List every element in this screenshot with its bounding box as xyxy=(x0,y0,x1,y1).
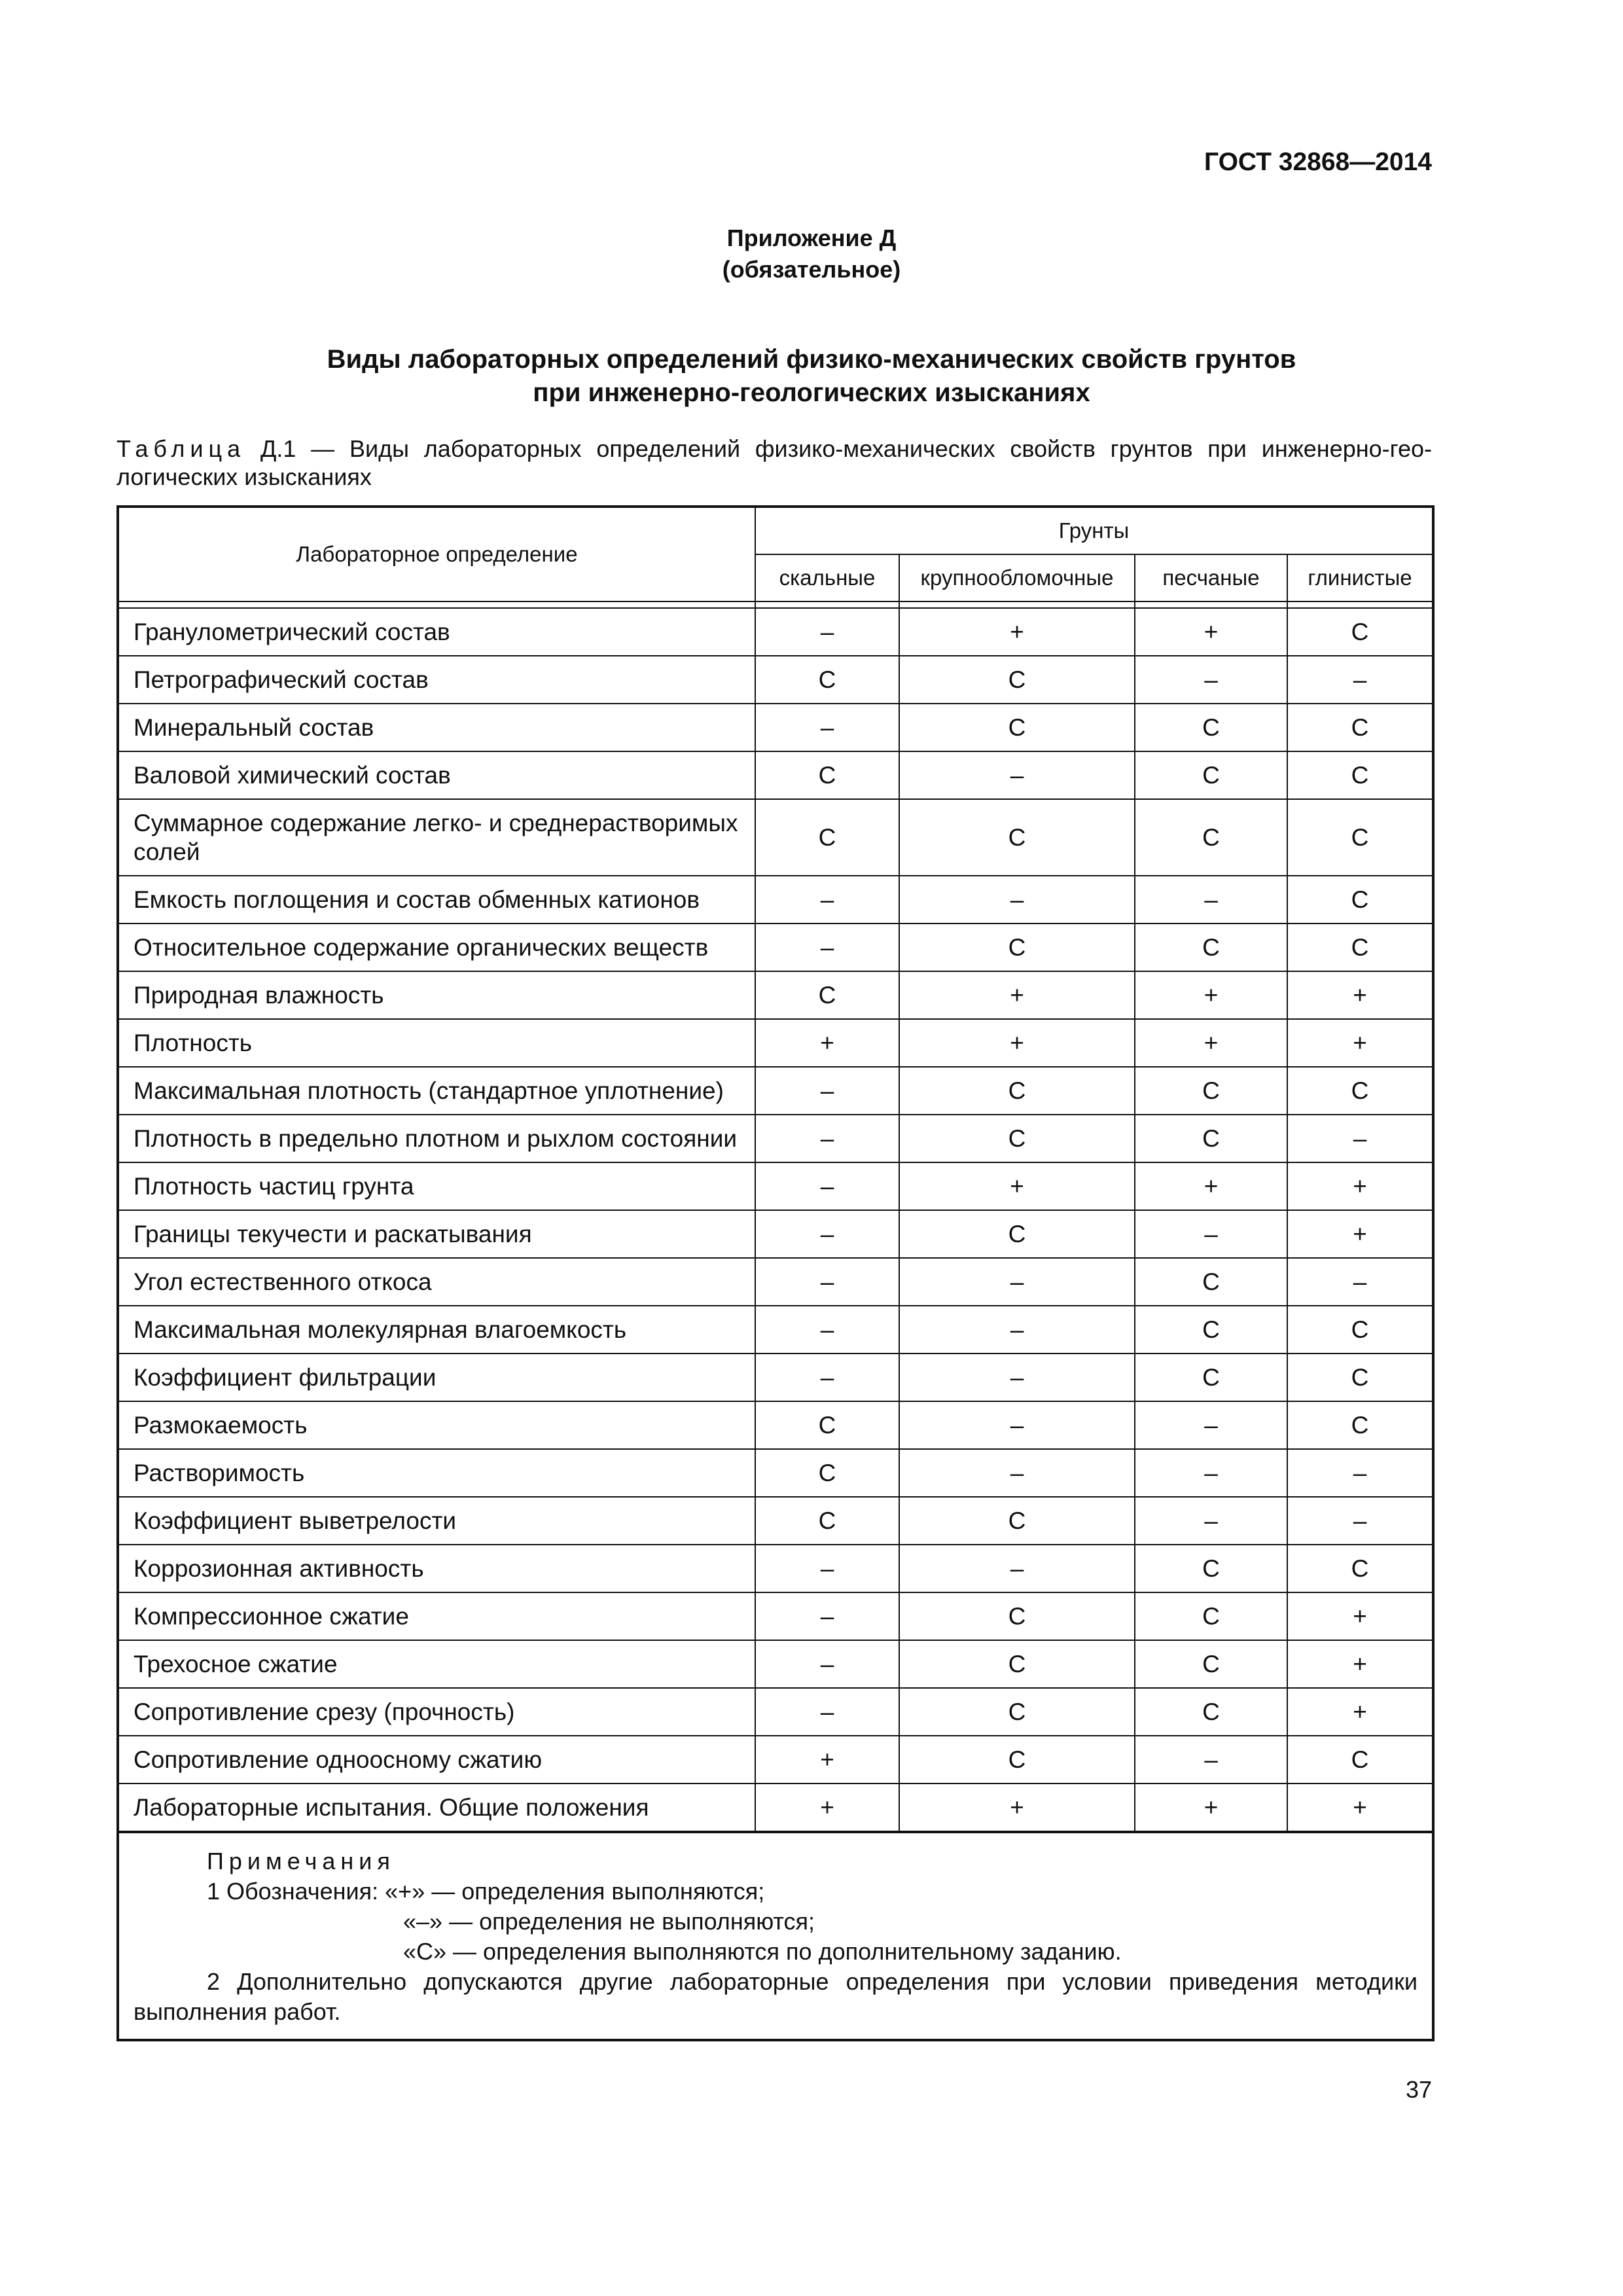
table-row xyxy=(118,704,1433,751)
row-determination-name: Плотность в предельно плотном и рыхлом состоянии xyxy=(118,1115,755,1162)
cell-sandy: С xyxy=(1135,1258,1287,1306)
cell-rocky: – xyxy=(755,1162,899,1210)
annex-label: Приложение Д xyxy=(726,224,897,251)
cell-clay: С xyxy=(1287,1354,1433,1401)
cell-coarse: + xyxy=(899,1019,1135,1067)
table-row xyxy=(118,876,1433,924)
cell-rocky: С xyxy=(755,1401,899,1449)
cell-sandy: – xyxy=(1135,1497,1287,1545)
cell-coarse: + xyxy=(899,971,1135,1019)
cell-coarse: С xyxy=(899,1115,1135,1162)
row-determination-name: Минеральный состав xyxy=(118,704,755,751)
table-row xyxy=(118,1592,1433,1640)
cell-coarse: – xyxy=(899,876,1135,924)
row-determination-name: Максимальная молекулярная влагоемкость xyxy=(118,1306,755,1354)
cell-clay: С xyxy=(1287,876,1433,924)
row-determination-name: Гранулометрический состав xyxy=(118,608,755,656)
row-determination-name: Максимальная плотность (стандартное уплотнение) xyxy=(118,1067,755,1115)
cell-sandy: – xyxy=(1135,1401,1287,1449)
cell-rocky: – xyxy=(755,1354,899,1401)
header-separator xyxy=(118,601,1433,608)
cell-sandy: + xyxy=(1135,1162,1287,1210)
cell-coarse: – xyxy=(899,751,1135,799)
cell-clay: + xyxy=(1287,1162,1433,1210)
note-1-line-1: 1 Обозначения: «+» — определения выполняются; xyxy=(207,1878,765,1905)
cell-clay: – xyxy=(1287,1449,1433,1497)
table-row xyxy=(118,656,1433,704)
notes-heading: Примечания xyxy=(207,1848,395,1874)
row-determination-name: Трехосное сжатие xyxy=(118,1640,755,1688)
row-determination-name: Петрографический состав xyxy=(118,656,755,704)
cell-sandy: С xyxy=(1135,1592,1287,1640)
table-row xyxy=(118,1449,1433,1497)
table-row xyxy=(118,608,1433,656)
cell-sandy: – xyxy=(1135,876,1287,924)
header-col-sandy: песчаные xyxy=(1135,554,1287,601)
cell-rocky: + xyxy=(755,1736,899,1784)
cell-rocky: – xyxy=(755,1545,899,1592)
cell-sandy: С xyxy=(1135,924,1287,971)
cell-coarse: – xyxy=(899,1354,1135,1401)
cell-clay: С xyxy=(1287,1306,1433,1354)
caption-text: Д.1 — Виды лабораторных определений физико-механических свойств грунтов при инженерно-гео-логических изысканиях xyxy=(116,435,1432,490)
row-determination-name: Сопротивление срезу (прочность) xyxy=(118,1688,755,1736)
table-row xyxy=(118,1401,1433,1449)
cell-coarse: + xyxy=(899,608,1135,656)
cell-clay: С xyxy=(1287,1067,1433,1115)
cell-coarse: С xyxy=(899,1592,1135,1640)
cell-rocky: С xyxy=(755,971,899,1019)
cell-coarse: С xyxy=(899,1736,1135,1784)
note-1-line-2: «–» — определения не выполняются; xyxy=(403,1908,815,1935)
cell-rocky: – xyxy=(755,1258,899,1306)
row-determination-name: Относительное содержание органических веществ xyxy=(118,924,755,971)
table-row xyxy=(118,1640,1433,1688)
cell-rocky: – xyxy=(755,1115,899,1162)
table-notes xyxy=(118,1832,1433,2040)
determinations-table xyxy=(116,505,1435,2041)
row-determination-name: Плотность xyxy=(118,1019,755,1067)
cell-coarse: – xyxy=(899,1449,1135,1497)
cell-rocky: С xyxy=(755,656,899,704)
cell-coarse: С xyxy=(899,1688,1135,1736)
row-determination-name: Емкость поглощения и состав обменных катионов xyxy=(118,876,755,924)
cell-clay: С xyxy=(1287,1736,1433,1784)
cell-rocky: + xyxy=(755,1019,899,1067)
cell-sandy: + xyxy=(1135,1784,1287,1832)
cell-rocky: – xyxy=(755,876,899,924)
cell-clay: – xyxy=(1287,1497,1433,1545)
table-row xyxy=(118,924,1433,971)
cell-rocky: – xyxy=(755,924,899,971)
cell-clay: + xyxy=(1287,1019,1433,1067)
annex-status: (обязательное) xyxy=(722,256,901,283)
cell-clay: С xyxy=(1287,704,1433,751)
row-determination-name: Природная влажность xyxy=(118,971,755,1019)
row-determination-name: Коррозионная активность xyxy=(118,1545,755,1592)
cell-clay: С xyxy=(1287,751,1433,799)
table-body xyxy=(118,608,1433,1832)
cell-rocky: С xyxy=(755,751,899,799)
header-soils-group: Грунты xyxy=(755,507,1433,554)
note-2: 2 Дополнительно допускаются другие лабораторные определения при условии приведения методики выполнения работ. xyxy=(134,1968,1418,2025)
table-row xyxy=(118,1736,1433,1784)
cell-sandy: С xyxy=(1135,1115,1287,1162)
cell-rocky: – xyxy=(755,1688,899,1736)
cell-rocky: – xyxy=(755,1640,899,1688)
cell-coarse: – xyxy=(899,1258,1135,1306)
cell-coarse: С xyxy=(899,1497,1135,1545)
cell-clay: – xyxy=(1287,656,1433,704)
cell-coarse: – xyxy=(899,1545,1135,1592)
cell-clay: С xyxy=(1287,1545,1433,1592)
cell-clay: + xyxy=(1287,1640,1433,1688)
row-determination-name: Размокаемость xyxy=(118,1401,755,1449)
row-determination-name: Суммарное содержание легко- и среднерастворимых солей xyxy=(118,799,755,876)
cell-sandy: С xyxy=(1135,1545,1287,1592)
row-determination-name: Угол естественного откоса xyxy=(118,1258,755,1306)
cell-sandy: + xyxy=(1135,971,1287,1019)
table-row xyxy=(118,799,1433,876)
cell-clay: + xyxy=(1287,1210,1433,1258)
title-line-1: Виды лабораторных определений физико-механических свойств грунтов xyxy=(327,345,1296,374)
header-determination: Лабораторное определение xyxy=(118,507,755,601)
table-row xyxy=(118,1497,1433,1545)
header-col-coarse: крупнообломочные xyxy=(899,554,1135,601)
cell-rocky: – xyxy=(755,608,899,656)
table-row xyxy=(118,1354,1433,1401)
table-row xyxy=(118,971,1433,1019)
cell-coarse: С xyxy=(899,924,1135,971)
note-1-line-3: «С» — определения выполняются по дополнительному заданию. xyxy=(403,1938,1122,1965)
cell-sandy: С xyxy=(1135,1688,1287,1736)
cell-sandy: С xyxy=(1135,704,1287,751)
cell-sandy: + xyxy=(1135,608,1287,656)
table-row xyxy=(118,1688,1433,1736)
page-title xyxy=(0,343,1623,410)
row-determination-name: Коэффициент выветрелости xyxy=(118,1497,755,1545)
cell-clay: + xyxy=(1287,971,1433,1019)
cell-coarse: + xyxy=(899,1784,1135,1832)
cell-rocky: С xyxy=(755,1449,899,1497)
cell-sandy: С xyxy=(1135,751,1287,799)
row-determination-name: Плотность частиц грунта xyxy=(118,1162,755,1210)
table-row xyxy=(118,1784,1433,1832)
row-determination-name: Валовой химический состав xyxy=(118,751,755,799)
cell-sandy: – xyxy=(1135,1736,1287,1784)
cell-sandy: С xyxy=(1135,1354,1287,1401)
cell-sandy: – xyxy=(1135,1449,1287,1497)
page-number: 37 xyxy=(1405,2076,1432,2103)
row-determination-name: Компрессионное сжатие xyxy=(118,1592,755,1640)
cell-clay: + xyxy=(1287,1784,1433,1832)
cell-rocky: + xyxy=(755,1784,899,1832)
cell-coarse: С xyxy=(899,799,1135,876)
cell-coarse: С xyxy=(899,1640,1135,1688)
cell-coarse: + xyxy=(899,1162,1135,1210)
cell-coarse: С xyxy=(899,656,1135,704)
cell-clay: – xyxy=(1287,1115,1433,1162)
table-row xyxy=(118,1545,1433,1592)
table-row xyxy=(118,751,1433,799)
cell-sandy: + xyxy=(1135,1019,1287,1067)
cell-rocky: С xyxy=(755,799,899,876)
cell-coarse: С xyxy=(899,1067,1135,1115)
table-caption xyxy=(116,435,1432,491)
standard-designation: ГОСТ 32868—2014 xyxy=(1204,148,1432,176)
table-row xyxy=(118,1306,1433,1354)
annex-heading xyxy=(0,223,1623,285)
cell-coarse: С xyxy=(899,704,1135,751)
cell-rocky: – xyxy=(755,1067,899,1115)
cell-clay: + xyxy=(1287,1688,1433,1736)
cell-clay: С xyxy=(1287,924,1433,971)
cell-sandy: – xyxy=(1135,656,1287,704)
row-determination-name: Сопротивление одноосному сжатию xyxy=(118,1736,755,1784)
cell-clay: + xyxy=(1287,1592,1433,1640)
table-row xyxy=(118,1019,1433,1067)
cell-coarse: – xyxy=(899,1306,1135,1354)
cell-sandy: С xyxy=(1135,799,1287,876)
cell-rocky: – xyxy=(755,1306,899,1354)
table-row xyxy=(118,1162,1433,1210)
table-row xyxy=(118,1258,1433,1306)
table-row xyxy=(118,1115,1433,1162)
cell-rocky: – xyxy=(755,704,899,751)
cell-coarse: – xyxy=(899,1401,1135,1449)
row-determination-name: Растворимость xyxy=(118,1449,755,1497)
cell-clay: С xyxy=(1287,608,1433,656)
cell-sandy: – xyxy=(1135,1210,1287,1258)
header-col-rocky: скальные xyxy=(755,554,899,601)
table-row xyxy=(118,1067,1433,1115)
cell-rocky: С xyxy=(755,1497,899,1545)
cell-clay: С xyxy=(1287,1401,1433,1449)
table-row xyxy=(118,1210,1433,1258)
cell-sandy: С xyxy=(1135,1306,1287,1354)
header-col-clay: глинистые xyxy=(1287,554,1433,601)
row-determination-name: Границы текучести и раскатывания xyxy=(118,1210,755,1258)
title-line-2: при инженерно-геологических изысканиях xyxy=(533,378,1090,407)
cell-sandy: С xyxy=(1135,1640,1287,1688)
row-determination-name: Коэффициент фильтрации xyxy=(118,1354,755,1401)
cell-clay: – xyxy=(1287,1258,1433,1306)
cell-clay: С xyxy=(1287,799,1433,876)
cell-rocky: – xyxy=(755,1210,899,1258)
caption-label: Таблица xyxy=(116,435,246,462)
row-determination-name: Лабораторные испытания. Общие положения xyxy=(118,1784,755,1832)
cell-coarse: С xyxy=(899,1210,1135,1258)
cell-sandy: С xyxy=(1135,1067,1287,1115)
cell-rocky: – xyxy=(755,1592,899,1640)
